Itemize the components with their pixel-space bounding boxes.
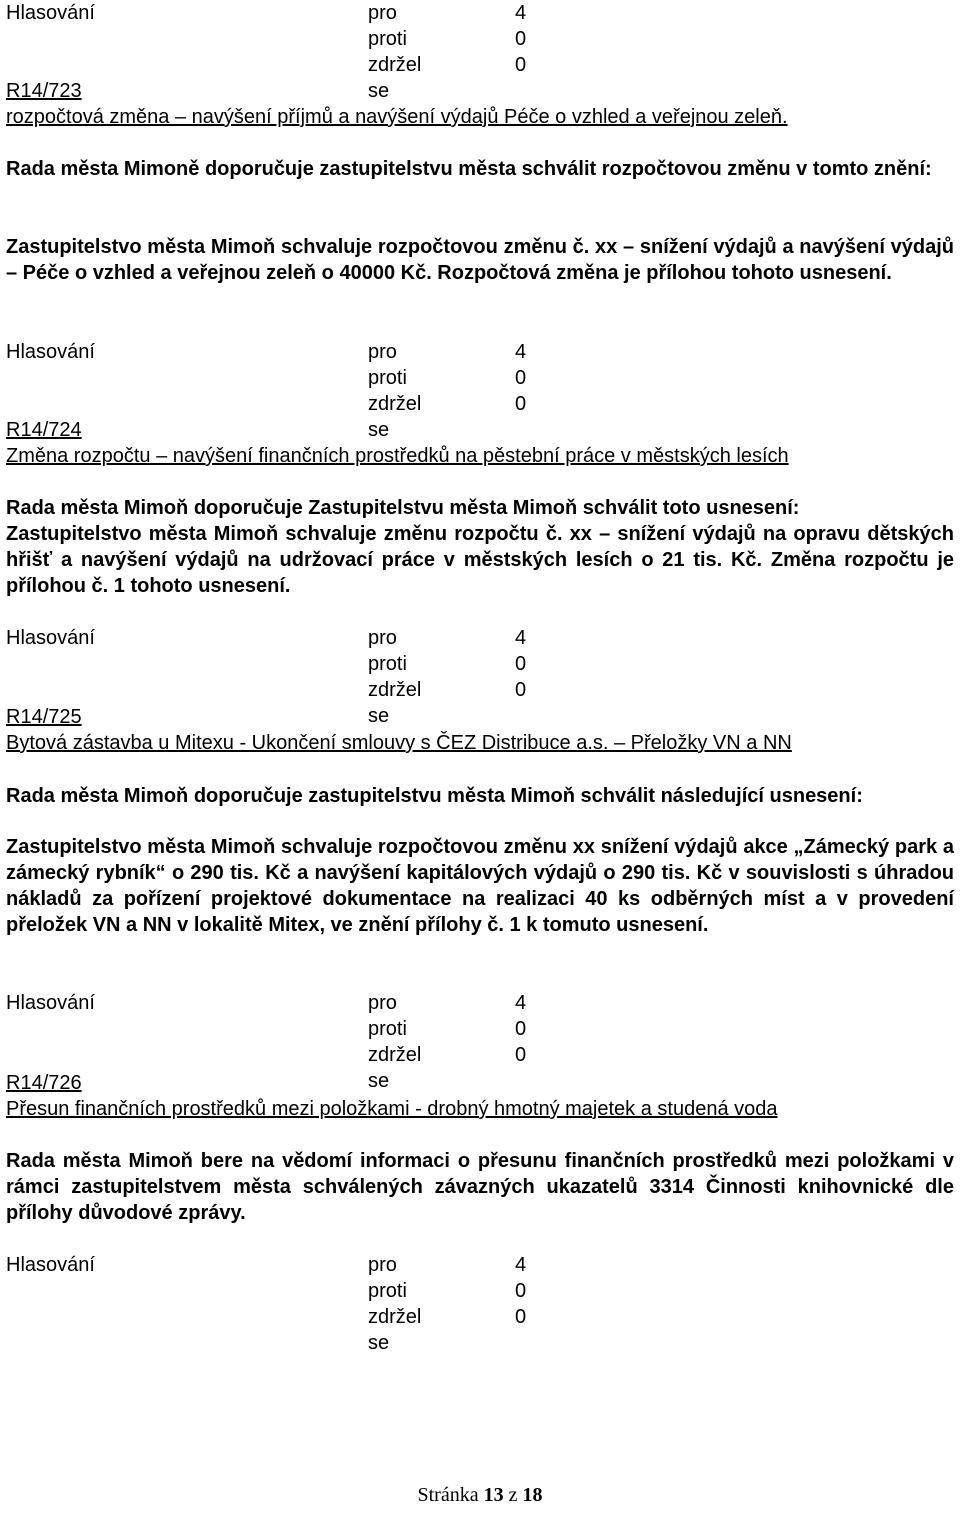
vote-zdrzel-value: 0 <box>515 54 527 76</box>
vote-label: Hlasování <box>6 1254 95 1276</box>
resolution-text: Zastupitelstvo města Mimoň schvaluje rozpočtovou změnu č. xx – snížení výdajů a navýšení výdajů – Péče o vzhled a veřejnou zeleň o 40000 Kč. Rozpočtová změna je přílohou tohoto usnesení. <box>6 236 954 284</box>
resolution-title: Změna rozpočtu – navýšení finančních prostředků na pěstební práce v městských lesích <box>6 445 789 467</box>
vote-proti-key: proti <box>368 1280 407 1302</box>
vote-zdrzel-value: 0 <box>515 1044 527 1066</box>
resolution-text: Rada města Mimoň doporučuje Zastupitelstvu města Mimoň schválit toto usnesení: <box>6 497 800 519</box>
vote-proti-key: proti <box>368 653 407 675</box>
vote-proti-key: proti <box>368 367 407 389</box>
vote-zdrzel-key: zdržel se <box>368 679 422 727</box>
resolution-number: R14/726 <box>6 1072 82 1094</box>
resolution-title: rozpočtová změna – navýšení příjmů a navýšení výdajů Péče o vzhled a veřejnou zeleň. <box>6 106 788 128</box>
resolution-text: Rada města Mimoně doporučuje zastupitelstvu města schválit rozpočtovou změnu v tomto znění: <box>6 158 932 180</box>
footer-current-page: 13 <box>483 1484 504 1506</box>
vote-proti-value: 0 <box>515 1280 527 1302</box>
vote-label: Hlasování <box>6 341 95 363</box>
vote-pro-key: pro <box>368 627 397 649</box>
vote-proti-key: proti <box>368 1018 407 1040</box>
footer-prefix: Stránka <box>417 1484 479 1506</box>
vote-pro-value: 4 <box>515 341 527 363</box>
vote-zdrzel-value: 0 <box>515 679 527 701</box>
vote-pro-key: pro <box>368 1254 397 1276</box>
resolution-text: Zastupitelstvo města Mimoň schvaluje rozpočtovou změnu xx snížení výdajů akce „Zámecký park a zámecký rybník“ o 290 tis. Kč a navýšení kapitálových výdajů o 290 tis. Kč v souvislosti s úhradou nákladů za pořízení projektové dokumentace na realizaci 40 ks odběrných míst a v provedení přeložek VN a NN v lokalitě Mitex, ve znění přílohy č. 1 k tomuto usnesení. <box>6 836 954 936</box>
vote-label: Hlasování <box>6 992 95 1014</box>
vote-pro-value: 4 <box>515 627 527 649</box>
vote-proti-value: 0 <box>515 367 527 389</box>
vote-proti-value: 0 <box>515 1018 527 1040</box>
vote-zdrzel-value: 0 <box>515 1306 527 1328</box>
vote-zdrzel-key: zdržel se <box>368 1044 422 1092</box>
resolution-title: Bytová zástavba u Mitexu - Ukončení smlouvy s ČEZ Distribuce a.s. – Přeložky VN a NN <box>6 732 792 754</box>
vote-pro-value: 4 <box>515 2 527 24</box>
footer-separator: z <box>508 1484 518 1506</box>
vote-proti-value: 0 <box>515 28 527 50</box>
resolution-text: Rada města Mimoň bere na vědomí informaci o přesunu finančních prostředků mezi položkami v rámci zastupitelstvem města schválených závazných ukazatelů 3314 Činnosti knihovnické dle přílohy důvodové zprávy. <box>6 1150 954 1224</box>
vote-zdrzel-key: zdržel se <box>368 393 422 441</box>
vote-pro-key: pro <box>368 992 397 1014</box>
vote-pro-key: pro <box>368 341 397 363</box>
resolution-text: Zastupitelstvo města Mimoň schvaluje změnu rozpočtu č. xx – snížení výdajů na opravu dětských hřišť a navýšení výdajů na udržovací práce v městských lesích o 21 tis. Kč. Změna rozpočtu je přílohou č. 1 tohoto usnesení. <box>6 523 954 597</box>
vote-proti-key: proti <box>368 28 407 50</box>
resolution-title: Přesun finančních prostředků mezi položkami - drobný hmotný majetek a studená voda <box>6 1098 778 1120</box>
resolution-number: R14/723 <box>6 80 82 102</box>
vote-zdrzel-value: 0 <box>515 393 527 415</box>
resolution-number: R14/725 <box>6 706 82 728</box>
vote-proti-value: 0 <box>515 653 527 675</box>
vote-pro-value: 4 <box>515 1254 527 1276</box>
vote-pro-value: 4 <box>515 992 527 1014</box>
resolution-number: R14/724 <box>6 419 82 441</box>
footer-total-pages: 18 <box>522 1484 543 1506</box>
resolution-text: Rada města Mimoň doporučuje zastupitelstvu města Mimoň schválit následující usnesení: <box>6 785 863 807</box>
vote-zdrzel-key: zdržel se <box>368 54 422 102</box>
vote-label: Hlasování <box>6 627 95 649</box>
vote-pro-key: pro <box>368 2 397 24</box>
page-footer <box>0 1482 960 1508</box>
vote-zdrzel-key: zdržel se <box>368 1306 422 1354</box>
vote-label: Hlasování <box>6 2 95 24</box>
